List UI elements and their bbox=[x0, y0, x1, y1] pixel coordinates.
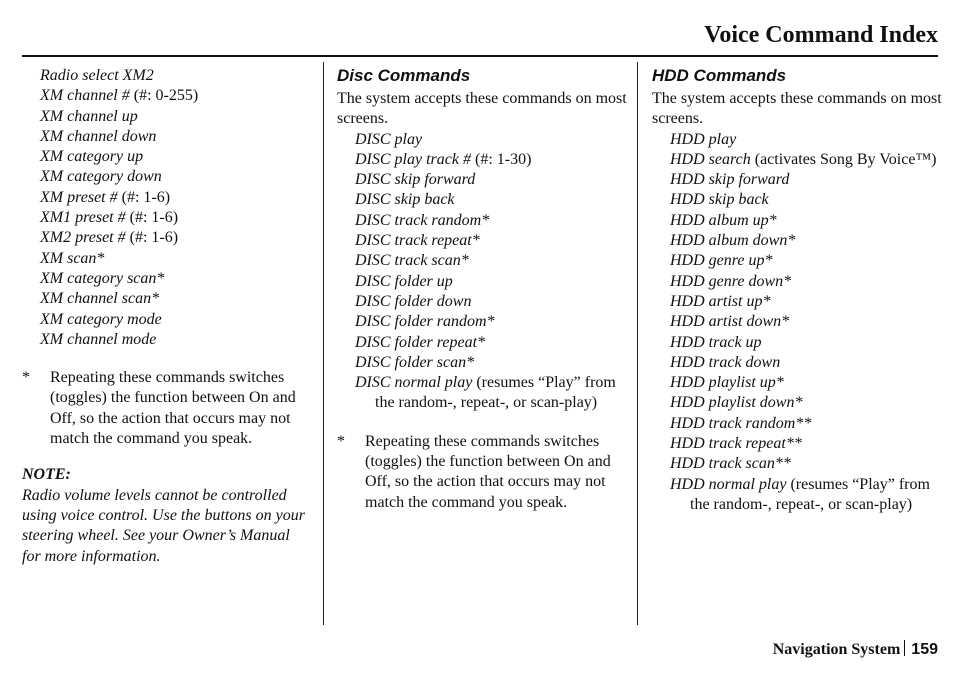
command-item bbox=[337, 353, 627, 373]
command-phrase: DISC play track # bbox=[355, 150, 471, 168]
command-item bbox=[652, 130, 942, 150]
note-heading: NOTE: bbox=[22, 466, 71, 484]
command-phrase: XM scan* bbox=[40, 249, 105, 267]
command-phrase: HDD genre up* bbox=[670, 252, 773, 270]
command-phrase: HDD track repeat** bbox=[670, 435, 802, 453]
command-item bbox=[337, 292, 627, 312]
command-phrase: DISC skip back bbox=[355, 191, 455, 209]
command-item bbox=[337, 190, 627, 210]
command-item bbox=[652, 434, 942, 454]
command-item bbox=[652, 292, 942, 312]
command-item bbox=[652, 333, 942, 353]
command-phrase: Radio select XM2 bbox=[40, 67, 154, 84]
command-item bbox=[20, 86, 312, 106]
command-note: (#: 1-30) bbox=[470, 150, 532, 168]
command-phrase: XM1 preset # bbox=[40, 209, 126, 227]
command-item bbox=[20, 228, 312, 248]
command-phrase: DISC skip forward bbox=[355, 171, 476, 189]
command-phrase: HDD genre down* bbox=[670, 272, 792, 290]
command-phrase: XM channel down bbox=[40, 127, 157, 145]
command-phrase: XM channel mode bbox=[40, 330, 157, 348]
section-intro: The system accepts these commands on most screens. bbox=[337, 90, 627, 128]
command-item bbox=[652, 272, 942, 292]
footnote bbox=[22, 368, 312, 449]
column-disc-commands bbox=[337, 66, 627, 513]
command-item bbox=[20, 208, 312, 228]
footnote-marker: * bbox=[337, 432, 345, 450]
page-number: 159 bbox=[911, 641, 938, 658]
command-phrase: HDD track scan** bbox=[670, 455, 791, 473]
command-list bbox=[337, 130, 627, 414]
command-item bbox=[652, 211, 942, 231]
command-item bbox=[20, 330, 312, 350]
command-phrase: DISC track random* bbox=[355, 211, 490, 229]
section-heading: Disc Commands bbox=[337, 66, 471, 85]
column-xm-commands bbox=[22, 66, 312, 567]
command-phrase: XM category scan* bbox=[40, 269, 165, 287]
command-item bbox=[337, 211, 627, 231]
column-divider bbox=[323, 62, 324, 625]
command-phrase: DISC folder up bbox=[355, 272, 453, 290]
command-note: (activates Song By Voice™) bbox=[750, 150, 937, 168]
command-phrase: HDD artist down* bbox=[670, 313, 790, 331]
command-item bbox=[20, 310, 312, 330]
command-item bbox=[20, 249, 312, 269]
command-item bbox=[652, 312, 942, 332]
command-item bbox=[337, 150, 627, 170]
command-item bbox=[20, 127, 312, 147]
command-item bbox=[652, 251, 942, 271]
footer-section-name: Navigation System bbox=[772, 641, 901, 658]
command-phrase: HDD track up bbox=[670, 333, 762, 351]
command-item bbox=[20, 167, 312, 187]
column-hdd-commands bbox=[652, 66, 942, 515]
page-footer bbox=[773, 640, 938, 659]
command-phrase: HDD skip forward bbox=[670, 171, 790, 189]
command-phrase: HDD playlist down* bbox=[670, 394, 803, 412]
command-phrase: HDD playlist up* bbox=[670, 374, 784, 392]
command-phrase: HDD track random** bbox=[670, 414, 812, 432]
command-phrase: DISC folder scan* bbox=[355, 353, 475, 371]
command-phrase: DISC track scan* bbox=[355, 252, 469, 270]
command-item bbox=[337, 130, 627, 150]
section-intro: The system accepts these commands on most screens. bbox=[652, 90, 942, 128]
command-phrase: HDD normal play bbox=[670, 475, 787, 493]
command-item bbox=[652, 393, 942, 413]
command-note: (resumes “Play” from the random-, repeat-, or scan-play) bbox=[690, 475, 930, 513]
command-phrase: HDD search bbox=[670, 150, 751, 168]
column-divider bbox=[637, 62, 638, 625]
command-item bbox=[20, 269, 312, 289]
command-item bbox=[20, 107, 312, 127]
command-item bbox=[652, 475, 942, 516]
command-phrase: HDD play bbox=[670, 130, 737, 148]
command-phrase: DISC folder repeat* bbox=[355, 333, 486, 351]
footnote-text: Repeating these commands switches (toggles) the function between On and Off, so the action that occurs may not match the command you speak. bbox=[365, 432, 611, 511]
note-text: Radio volume levels cannot be controlled using voice control. Use the buttons on your steering wheel. See your Owner’s Manual for more information. bbox=[22, 486, 305, 565]
section-heading: HDD Commands bbox=[652, 66, 787, 85]
command-phrase: XM channel # bbox=[40, 87, 130, 105]
command-item bbox=[652, 150, 942, 170]
command-phrase: HDD album down* bbox=[670, 232, 796, 250]
command-item bbox=[337, 312, 627, 332]
command-phrase: XM channel scan* bbox=[40, 290, 160, 308]
command-item bbox=[652, 170, 942, 190]
command-phrase: HDD skip back bbox=[670, 191, 769, 209]
command-note: (#: 1-6) bbox=[125, 229, 179, 247]
command-phrase: DISC track repeat* bbox=[355, 232, 480, 250]
command-item bbox=[20, 289, 312, 309]
command-phrase: HDD track down bbox=[670, 353, 781, 371]
footnote bbox=[337, 432, 627, 513]
command-list bbox=[20, 66, 312, 350]
command-item bbox=[652, 454, 942, 474]
command-list bbox=[652, 130, 942, 516]
command-phrase: XM channel up bbox=[40, 107, 138, 125]
command-item bbox=[337, 170, 627, 190]
command-item bbox=[20, 66, 312, 86]
command-phrase: XM category down bbox=[40, 168, 162, 186]
command-phrase: XM2 preset # bbox=[40, 229, 126, 247]
command-phrase: XM preset # bbox=[40, 188, 118, 206]
command-note: (#: 0-255) bbox=[129, 87, 199, 105]
command-item bbox=[20, 188, 312, 208]
command-phrase: DISC normal play bbox=[355, 374, 473, 392]
footnote-marker: * bbox=[22, 369, 30, 387]
footnote-text: Repeating these commands switches (toggles) the function between On and Off, so the action that occurs may not match the command you speak. bbox=[50, 369, 296, 448]
command-phrase: XM category mode bbox=[40, 310, 162, 328]
command-item bbox=[337, 333, 627, 353]
command-item bbox=[652, 373, 942, 393]
footer-separator bbox=[904, 640, 905, 656]
command-phrase: DISC folder random* bbox=[355, 313, 495, 331]
command-item bbox=[652, 414, 942, 434]
command-item bbox=[652, 190, 942, 210]
command-phrase: HDD artist up* bbox=[670, 292, 771, 310]
command-item bbox=[337, 231, 627, 251]
command-item bbox=[337, 251, 627, 271]
command-note: (#: 1-6) bbox=[117, 188, 171, 206]
command-phrase: HDD album up* bbox=[670, 211, 777, 229]
command-phrase: XM category up bbox=[40, 148, 144, 166]
header-rule bbox=[22, 55, 938, 57]
command-phrase: DISC folder down bbox=[355, 292, 472, 310]
command-note: (resumes “Play” from the random-, repeat-, or scan-play) bbox=[375, 374, 616, 412]
command-item bbox=[337, 272, 627, 292]
command-item bbox=[20, 147, 312, 167]
command-note: (#: 1-6) bbox=[125, 209, 179, 227]
page-title: Voice Command Index bbox=[704, 22, 938, 48]
command-item bbox=[652, 231, 942, 251]
command-item bbox=[652, 353, 942, 373]
command-phrase: DISC play bbox=[355, 130, 423, 148]
command-item bbox=[337, 373, 627, 414]
